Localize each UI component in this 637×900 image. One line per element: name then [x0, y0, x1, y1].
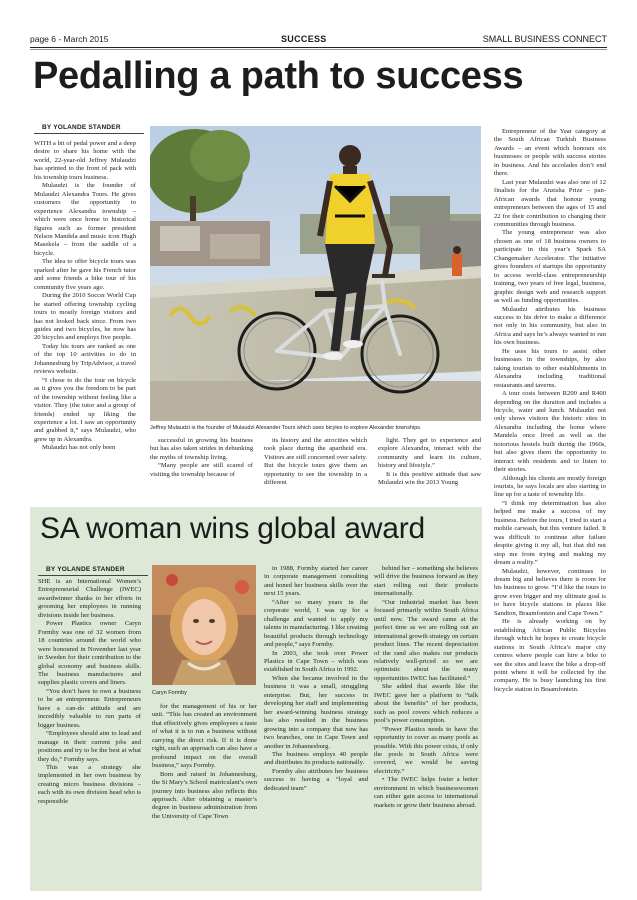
paragraph: “Power Plastics needs to have the opportunity to cover as many pools as possible. With this power crisis, if only the pools in South Africa were covered, we would be saving electricity.” [374, 725, 478, 775]
article2-col3 [264, 565, 368, 793]
paragraph: • The IWEC helps foster a better environment in which businesswomen can either gain access to international markets or grow their business abroad. [374, 776, 478, 809]
page-info: page 6 - March 2015 [30, 34, 109, 44]
cyclist-illustration [150, 126, 481, 421]
paragraph: successful in growing his business but has also taken strides in debunking the myths of township living. [150, 437, 253, 461]
paragraph: “Many people are still scared of visiting the township because of [150, 462, 253, 478]
article2-col1 [38, 578, 141, 806]
paragraph: In 2003, she took over Power Plastics in Cape Town – which was established in South Africa in 1992. [264, 649, 368, 674]
section-label: SUCCESS [281, 34, 327, 44]
caryn-formby-photo [152, 565, 256, 685]
article2-col4 [374, 565, 478, 810]
page-header [0, 0, 637, 44]
article1-col3 [264, 437, 367, 488]
paragraph: “After so many years in the corporate world, I was up for a challenge and wanted to apply my talents in manufacturing. I like creating beautiful products through technology and people,” says Formby. [264, 598, 368, 649]
publication-name: SMALL BUSINESS CONNECT [482, 34, 607, 44]
header-rule-thin [30, 49, 607, 50]
paragraph: A tour costs between R200 and R400 depending on the duration and includes a bicycle, water and lunch. Mulaudzi not only shows visitors the historic sites in Alexandra including the home where Mandela once lived as well as the notorious hostels built during the 1960s, but also gives them the opportunity to interact with residents and to listen to their stories. [494, 390, 606, 474]
article1-byline: BY YOLANDE STANDER [34, 124, 144, 134]
article1-headline: Pedalling a path to success [33, 55, 524, 97]
article1-col1 [34, 140, 136, 453]
paragraph: This was a strategy she implemented in her own business by creating micro business divisions – each with its own division head who is responsible [38, 763, 141, 805]
article1-col2 [150, 437, 253, 479]
paragraph: SHE is an International Women’s Entrepreneurial Challenge (IWEC) awardwinner thanks to her efforts in grooming her employees in running divisions inside her business. [38, 578, 141, 619]
cyclist-photo [150, 126, 481, 421]
paragraph: behind her – something she believes will drive the business forward as they start rolling out their products internationally. [374, 565, 478, 598]
paragraph: The business employs 40 people and distributes its products nationally. [264, 750, 368, 767]
article2-byline: BY YOLANDE STANDER [38, 566, 148, 576]
paragraph: “I think my determination has also helped me make a success of my business. Before the tours, I tried to start a mobile carwash, but this venture failed. It was difficult to continue after failure despite giving it my all, but that did not stop me from trying and making my dream a reality.” [494, 499, 606, 567]
article1-col4 [378, 437, 481, 488]
paragraph: The young entrepreneur was also chosen as one of 18 business owners to participate in this year’s Spark SA Changemaker Accelerator. The initiative gives founders of startups the opportunity to access world-class entrepreneurship training, two years of free legal, business, graphic design web and research support as well as funding opportunities. [494, 229, 606, 305]
article1-caption: Jeffrey Mulaudzi is the founder of Mulaudzi Alexander Tours which uses bicyles to explore Alexander townships. [150, 425, 422, 431]
paragraph: During the 2010 Soccer World Cup he started offering township cycling tours to mostly foreign visitors and has not looked back since. From two guides and two bicycles, he now has 20 bicycles and employs five people. [34, 292, 136, 342]
paragraph: Mulaudzi, however, continues to dream big and believes there is room for his business to grow. “I’d like the tours to grow even bigger and my ultimate goal is to have bicycle stations in places like Sandton, Braamfontein and Cape Town.” [494, 567, 606, 617]
paragraph: Although his clients are mostly foreign tourists, he says locals are also starting to line up for a taste of township life. [494, 474, 606, 499]
paragraph: WITH a bit of pedal power and a deep desire to share his home with the world, 22-year-old Jeffrey Mulaudzi has sprinted to the front of pack with his township tours business. [34, 140, 136, 181]
paragraph: Entrepreneur of the Year category at the South African Turkish Business Awards – an event which honours six businesses or people with success stories in business. And his accolades don’t end there. [494, 128, 606, 178]
paragraph: Born and raised in Johannesburg, the St Mary’s School matriculant’s own journey into business also reflects this approach. After obtaining a master’s degree in business administration from the University of Cape Town [152, 770, 257, 820]
article1-col5 [494, 128, 606, 694]
paragraph: Formby also attributes her business success to having a “loyal and dedicated team” [264, 767, 368, 792]
paragraph: Mulaudzi has not only been [42, 444, 116, 452]
paragraph: its history and the atrocities which took place during the apartheid era. Visitors are still concerned over safety. But the bicycle tours give them an opportunity to see the township in a different [264, 437, 367, 487]
portrait-illustration [152, 565, 256, 685]
article2-headline: SA woman wins global award [40, 512, 426, 545]
paragraph: “You don’t have to own a business to be an entrepreneur. Entrepreneurs have a can-do attitude and are incredibly valuable to run parts of bigger business. [38, 687, 141, 729]
paragraph: When she became involved in the business it was a small, struggling enterprise. But, her success in developing her staff and implementing her award-winning business strategy has also resulted in the business growing into a company that now has two branches, one in Cape Town and another in Johannesburg. [264, 674, 368, 750]
paragraph: in 1988, Formby started her career in corporate management consulting and honed her business skills over the next 15 years. [264, 565, 368, 598]
paragraph: Mulaudzi attributes his business success to his drive to make a difference not only in his community, but also in Africa and says he’s always wanted to run his own business. [494, 305, 606, 347]
paragraph: Mulaudzi is the founder of Mulaudzi Alexandra Tours. He gives customers the opportunity to experience Alexandra township – which were once home to historical figures such as former president Nelson Mandela and music icon Hugh Masekela – from the saddle of a bicycle. [34, 182, 136, 257]
paragraph: for the management of his or her unit. “This has created an environment that effectively gives employees a taste of what it is to run a business without carrying the direct risk. If it is done right, such an approach can also have a profound impact on the overall business,” says Formby. [152, 703, 257, 770]
paragraph: He is already working on by establishing African Public Bicycles through which he hopes to create bicycle stations in South Africa’s major city centres where people can hire a bike to see the sites and leave the bike a drop-off point where it will be collected by the company. He is busy launching his first bicycle station in Braamfontein. [494, 618, 606, 693]
paragraph: light. They get to experience and explore Alexandra, interact with the community and learn its culture, history and lifestyle.” [378, 437, 481, 470]
article2-caption: Caryn Formby [152, 690, 187, 696]
paragraph: Power Plastics owner Caryn Formby was one of 32 women from 18 countries around the world who were honoured in November last year in Sweden for their contribution to the global economy and business skills. The business manufactures and supplies plastic covers and liners. [38, 620, 141, 687]
paragraph: “I chose to do the tour on bicycle as it gives you the freedom to be part of the township without feeling like a visitor. They (the tutor and a group of friends) ended up liking the experience a lot. I saw an opportunity and grabbed it,” says Mulaudzi, who grew up in Alexandra. [34, 376, 136, 443]
paragraph: It is this positive attitude that saw Mulaudzi win the 2013 Young [378, 470, 481, 487]
paragraph: “Our industrial market has been focused primarily within South Africa until now. The award came at the perfect time as we are rolling out an international growth strategy on certain product lines. The recent depreciation of the rand also makes our products relatively well-priced so we are optimistic about the many opportunities IWEC has facilitated.” [374, 598, 478, 682]
paragraph: Today his tours are ranked as one of the top 10 activities to do in Johannesburg by TripAdvisor, a travel reviews website. [34, 342, 136, 376]
article2-col2 [152, 703, 257, 821]
paragraph: She added that awards like the IWEC gave her a platform to “talk about the benefits” of her products, such as pool covers which reduces a pool’s power consumption. [374, 683, 478, 725]
paragraph: Last year Mulaudzi was also one of 12 finalists for the Anzisha Prize – pan-African awards that honour young entrepreneurs between the ages of 15 and 22 for their contribution to changing their communities through business. [494, 178, 606, 228]
paragraph: “Employees should aim to lead and manage in their current jobs and positions and try to be the best at what they do,” Formby says. [38, 730, 141, 763]
paragraph: He uses his tours to assist other businesses in the townships, by also taking tourists to other establishments in Alexandra including traditional restaurants and taverns. [494, 347, 606, 389]
paragraph: The idea to offer bicycle tours was sparked after he gave his French tutor and some friends a bike tour of his community five years ago. [34, 258, 136, 291]
